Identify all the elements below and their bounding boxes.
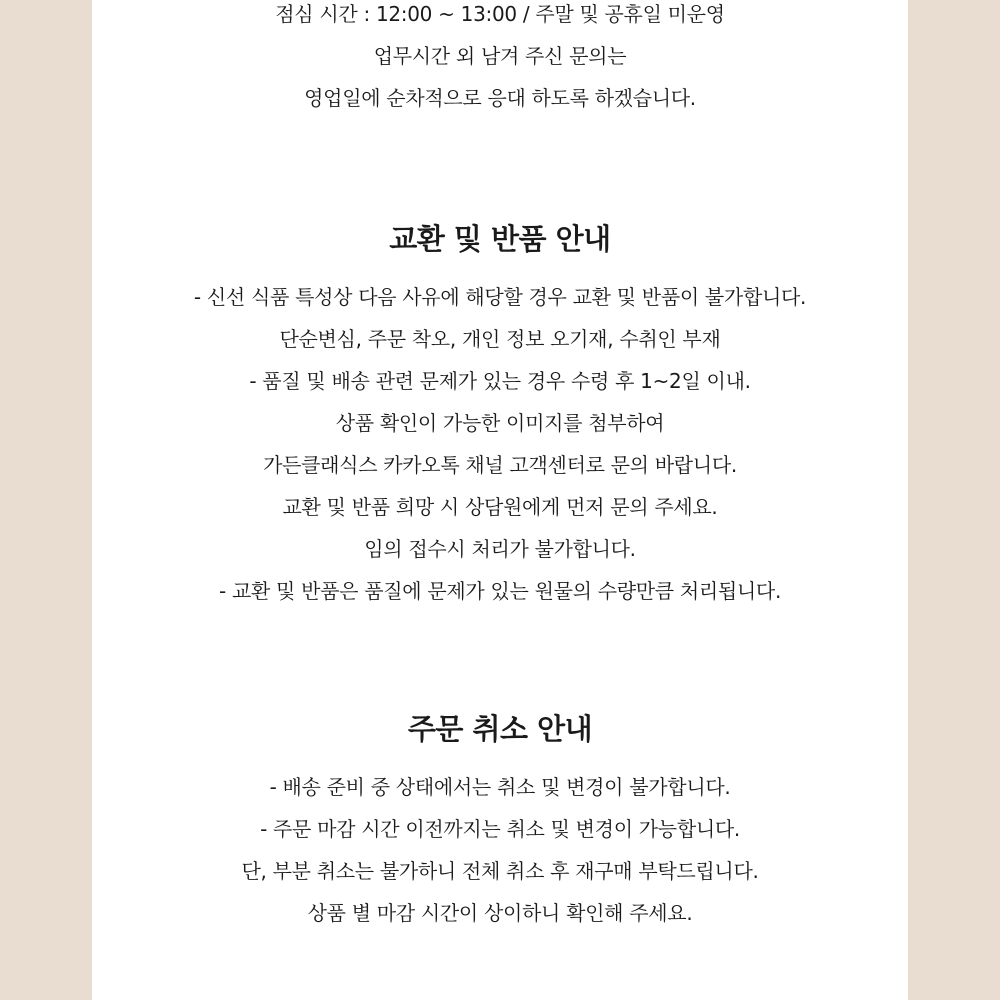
exchange-line: 단순변심, 주문 착오, 개인 정보 오기재, 수취인 부재 (279, 327, 721, 351)
exchange-line: - 교환 및 반품은 품질에 문제가 있는 원물의 수량만큼 처리됩니다. (218, 579, 781, 603)
business-hours-section (92, 0, 908, 119)
exchange-line: 교환 및 반품 희망 시 상담원에게 먼저 문의 주세요. (282, 495, 718, 519)
cancel-section-title: 주문 취소 안내 (407, 712, 593, 746)
exchange-line: - 품질 및 배송 관련 문제가 있는 경우 수령 후 1~2일 이내. (249, 369, 751, 393)
exchange-line: 상품 확인이 가능한 이미지를 첨부하여 (335, 411, 665, 435)
hours-line-lunch: 점심 시간 : 12:00 ~ 13:00 / 주말 및 공휴일 미운영 (275, 2, 725, 26)
hours-line-after-hours: 업무시간 외 남겨 주신 문의는 (373, 44, 627, 68)
notice-page (92, 0, 908, 1000)
exchange-section-title: 교환 및 반품 안내 (389, 222, 611, 256)
hours-line-response: 영업일에 순차적으로 응대 하도록 하겠습니다. (304, 86, 696, 110)
cancel-section (92, 766, 908, 934)
exchange-line: 임의 접수시 처리가 불가합니다. (364, 537, 636, 561)
cancel-line: - 배송 준비 중 상태에서는 취소 및 변경이 불가합니다. (269, 775, 731, 799)
cancel-line: - 주문 마감 시간 이전까지는 취소 및 변경이 가능합니다. (260, 817, 740, 841)
exchange-section (92, 276, 908, 612)
exchange-line: 가든클래식스 카카오톡 채널 고객센터로 문의 바랍니다. (263, 453, 737, 477)
cancel-line: 상품 별 마감 시간이 상이하니 확인해 주세요. (307, 901, 693, 925)
exchange-line: - 신선 식품 특성상 다음 사유에 해당할 경우 교환 및 반품이 불가합니다. (193, 285, 807, 309)
cancel-line: 단, 부분 취소는 불가하니 전체 취소 후 재구매 부탁드립니다. (241, 859, 759, 883)
